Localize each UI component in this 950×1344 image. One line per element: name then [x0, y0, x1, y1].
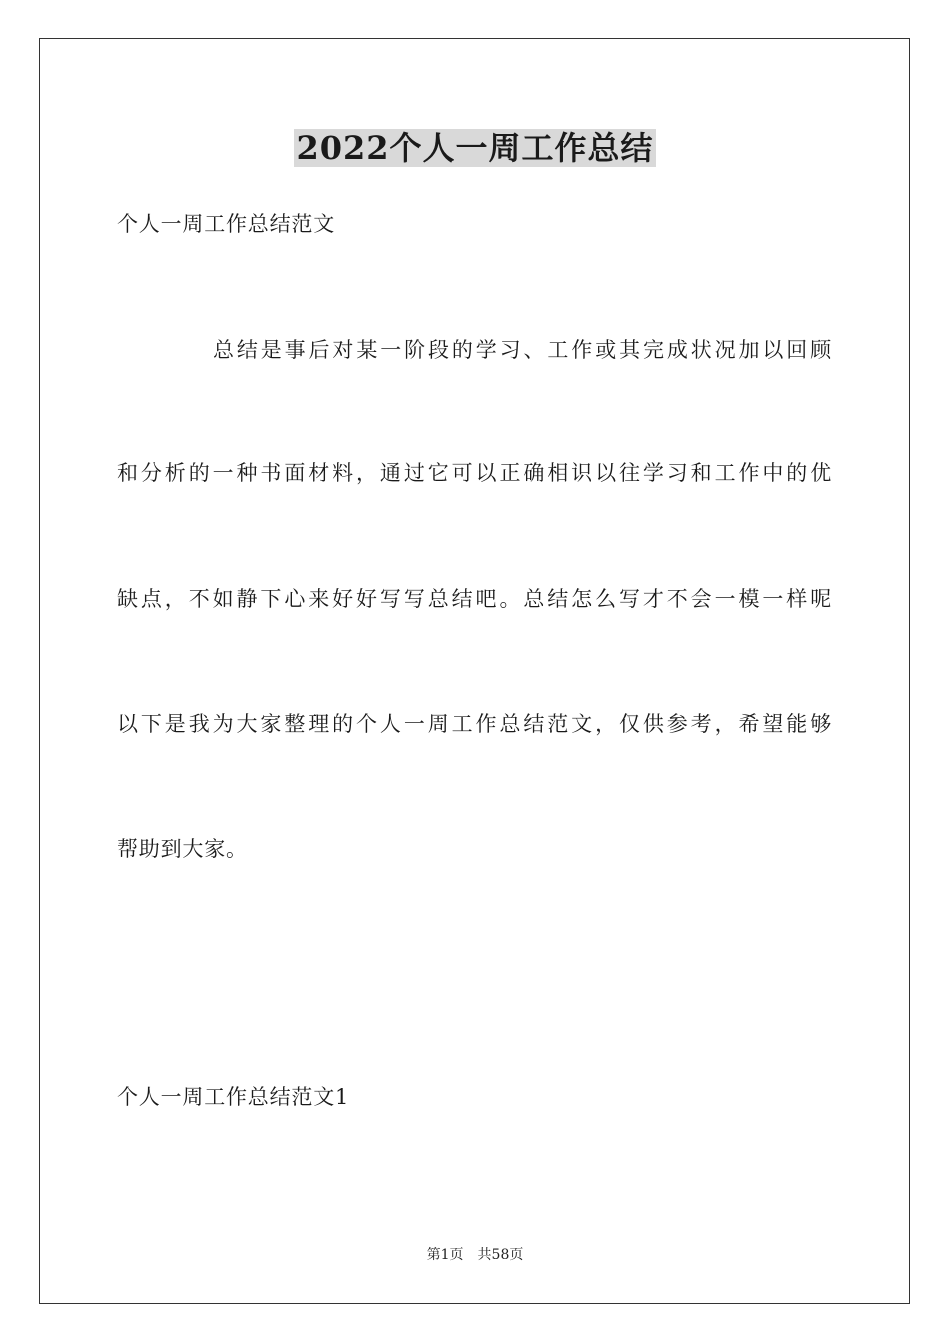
document-title-text: 2022个人一周工作总结 — [296, 129, 654, 167]
page-footer — [0, 1245, 950, 1265]
document-subtitle: 个人一周工作总结范文 — [117, 212, 335, 236]
section-heading: 个人一周工作总结范文1 — [117, 1085, 350, 1109]
intro-paragraph-line: 缺点，不如静下心来好好写写总结吧。总结怎么写才不会一模一样呢 — [117, 587, 832, 611]
intro-paragraph-line: 总结是事后对某一阶段的学习、工作或其完成状况加以回顾 — [213, 338, 832, 362]
intro-paragraph-line: 和分析的一种书面材料，通过它可以正确相识以往学习和工作中的优 — [117, 461, 832, 485]
intro-paragraph-line: 以下是我为大家整理的个人一周工作总结范文，仅供参考，希望能够 — [117, 712, 832, 736]
document-title — [0, 128, 950, 168]
page-total: 共58页 — [477, 1247, 524, 1263]
page-number: 第1页 — [426, 1247, 464, 1263]
intro-paragraph-line: 帮助到大家。 — [117, 837, 248, 861]
